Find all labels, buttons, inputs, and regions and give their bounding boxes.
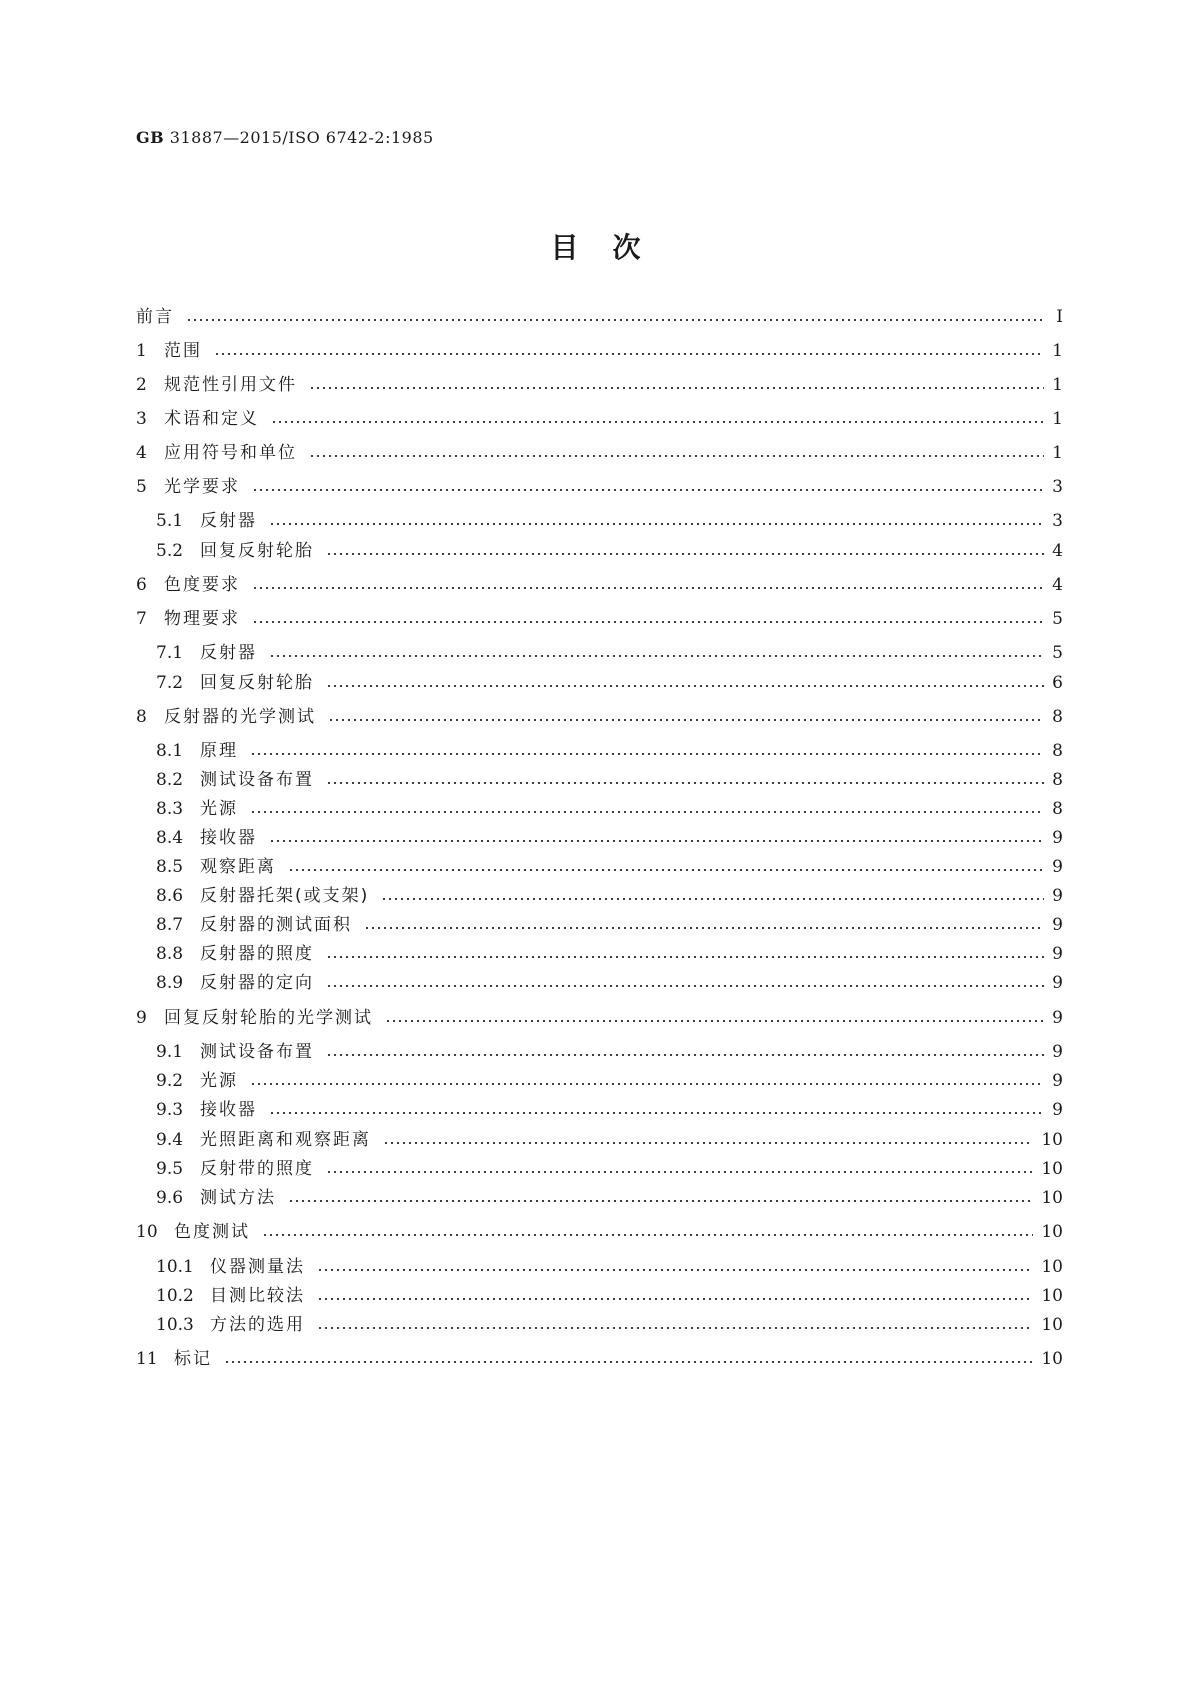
toc-entry-label: 反射器: [200, 511, 257, 531]
toc-entry-page: 9: [1052, 828, 1063, 848]
toc-entry-number: 10.1: [156, 1257, 194, 1277]
dot-leader: [269, 1112, 1044, 1114]
page-title: 目次: [550, 231, 675, 264]
dot-leader: [250, 753, 1044, 755]
dot-leader: [326, 1054, 1044, 1056]
toc-subentry[interactable]: [156, 854, 1063, 880]
toc-entry-number: 8.3: [156, 799, 184, 819]
toc-entry[interactable]: [136, 406, 1063, 432]
toc-subentry[interactable]: [156, 538, 1063, 564]
dot-leader: [328, 719, 1044, 721]
toc-entry-page: 9: [1052, 973, 1063, 993]
toc-entry-label: 反射器的测试面积: [200, 915, 352, 935]
dot-leader: [224, 1361, 1033, 1363]
toc-entry-page: 3: [1052, 477, 1063, 497]
toc-subentry[interactable]: [156, 941, 1063, 967]
toc-entry[interactable]: [136, 474, 1063, 500]
toc-subentry[interactable]: [156, 1097, 1063, 1123]
toc-entry-label: 测试设备布置: [200, 1042, 314, 1062]
toc-entry-page: 4: [1052, 575, 1063, 595]
toc-entry-number: 2: [136, 375, 147, 395]
toc-entry-label: 回复反射轮胎: [200, 541, 314, 561]
dot-leader: [214, 353, 1044, 355]
toc-subentry[interactable]: [156, 1068, 1063, 1094]
toc-entry-label: 回复反射轮胎: [200, 673, 314, 693]
toc-entry-number: 10.3: [156, 1315, 194, 1335]
toc-subentry[interactable]: [156, 883, 1063, 909]
dot-leader: [186, 319, 1045, 321]
dot-leader: [317, 1327, 1033, 1329]
toc-entry-number: 5.2: [156, 541, 184, 561]
toc-subentry[interactable]: [156, 1254, 1063, 1280]
dot-leader: [309, 455, 1044, 457]
toc-entry[interactable]: [136, 440, 1063, 466]
toc-entry-number: 3: [136, 409, 147, 429]
toc-entry-page: 9: [1052, 1042, 1063, 1062]
toc-subentry[interactable]: [156, 970, 1063, 996]
toc-entry-page: 6: [1052, 673, 1063, 693]
toc-entry[interactable]: [136, 372, 1063, 398]
toc-entry-number: 10: [136, 1222, 158, 1242]
toc-entry-page: 9: [1052, 886, 1063, 906]
dot-leader: [385, 1020, 1044, 1022]
toc-entry-number: 8: [136, 707, 147, 727]
dot-leader: [250, 811, 1044, 813]
toc-entry-number: 8.1: [156, 741, 184, 761]
toc-entry-page: 10: [1041, 1188, 1063, 1208]
toc-entry-page: 9: [1052, 857, 1063, 877]
toc-entry-label: 光源: [200, 1071, 238, 1091]
toc-subentry[interactable]: [156, 1283, 1063, 1309]
toc-entry-label: 色度测试: [174, 1222, 250, 1242]
toc-entry-number: 5.1: [156, 511, 184, 531]
dot-leader: [326, 553, 1044, 555]
toc-subentry[interactable]: [156, 1156, 1063, 1182]
toc-entry-page: 10: [1041, 1349, 1063, 1369]
toc-entry-page: 9: [1052, 1071, 1063, 1091]
toc-entry-label: 反射带的照度: [200, 1159, 314, 1179]
toc-entry[interactable]: [136, 1346, 1063, 1372]
toc-entry-number: 9.3: [156, 1100, 184, 1120]
toc-entry-label: 反射器的光学测试: [164, 707, 316, 727]
toc-entry-number: 8.2: [156, 770, 184, 790]
toc-entry-page: 10: [1041, 1130, 1063, 1150]
dot-leader: [252, 587, 1044, 589]
toc-entry-label: 标记: [174, 1349, 212, 1369]
toc-entry-page: 8: [1052, 770, 1063, 790]
toc-entry-number: 1: [136, 341, 147, 361]
toc-entry-label: 观察距离: [200, 857, 276, 877]
toc-entry-number: 6: [136, 575, 147, 595]
dot-leader: [252, 621, 1044, 623]
toc-entry-number: 9.6: [156, 1188, 184, 1208]
toc-entry-number: 9.4: [156, 1130, 184, 1150]
standard-prefix: GB: [136, 128, 165, 147]
toc-entry[interactable]: [136, 606, 1063, 632]
toc-subentry[interactable]: [156, 796, 1063, 822]
toc-subentry[interactable]: [156, 912, 1063, 938]
dot-leader: [326, 1171, 1033, 1173]
toc-entry-number: 4: [136, 443, 147, 463]
toc-entry-page: 8: [1052, 741, 1063, 761]
toc-entry[interactable]: [136, 1219, 1063, 1245]
toc-entry-number: 9.5: [156, 1159, 184, 1179]
toc-entry[interactable]: [136, 572, 1063, 598]
toc-entry-label: 范围: [164, 341, 202, 361]
toc-entry-label: 目测比较法: [210, 1286, 305, 1306]
toc-entry-page: 1: [1052, 341, 1063, 361]
dot-leader: [317, 1298, 1033, 1300]
toc-entry-number: 10.2: [156, 1286, 194, 1306]
dot-leader: [364, 927, 1044, 929]
toc-subentry[interactable]: [156, 508, 1063, 534]
toc-subentry[interactable]: [156, 640, 1063, 666]
toc-subentry[interactable]: [156, 1039, 1063, 1065]
dot-leader: [288, 869, 1044, 871]
toc-entry-label: 前言: [136, 307, 174, 327]
dot-leader: [252, 489, 1044, 491]
toc-entry-label: 光照距离和观察距离: [200, 1130, 371, 1150]
toc-entry-page: 10: [1041, 1159, 1063, 1179]
toc-entry-number: 9.2: [156, 1071, 184, 1091]
toc-entry-page: 9: [1052, 944, 1063, 964]
dot-leader: [326, 782, 1044, 784]
toc-subentry[interactable]: [156, 670, 1063, 696]
dot-leader: [262, 1234, 1033, 1236]
toc-entry-label: 色度要求: [164, 575, 240, 595]
dot-leader: [326, 685, 1044, 687]
toc-entry-page: 10: [1041, 1286, 1063, 1306]
toc-entry-page: 1: [1052, 375, 1063, 395]
toc-entry-page: 8: [1052, 799, 1063, 819]
toc-entry-label: 反射器托架(或支架): [200, 886, 370, 906]
toc-entry-label: 原理: [200, 741, 238, 761]
toc-entry-label: 回复反射轮胎的光学测试: [164, 1008, 373, 1028]
toc-entry-page: 1: [1052, 443, 1063, 463]
toc-entry-label: 应用符号和单位: [164, 443, 297, 463]
toc-subentry[interactable]: [156, 738, 1063, 764]
toc-entry-number: 8.4: [156, 828, 184, 848]
toc-subentry[interactable]: [156, 1185, 1063, 1211]
toc-entry-number: 7.1: [156, 643, 184, 663]
toc-entry-number: 8.8: [156, 944, 184, 964]
toc-entry-label: 仪器测量法: [210, 1257, 305, 1277]
toc-subentry[interactable]: [156, 1127, 1063, 1153]
toc-entry-number: 8.9: [156, 973, 184, 993]
toc-entry-page: 9: [1052, 1008, 1063, 1028]
toc-entry-number: 8.6: [156, 886, 184, 906]
toc-subentry[interactable]: [156, 767, 1063, 793]
toc-entry-number: 8.5: [156, 857, 184, 877]
toc-entry-page: 9: [1052, 915, 1063, 935]
toc-entry-label: 光学要求: [164, 477, 240, 497]
toc-entry-label: 反射器的定向: [200, 973, 314, 993]
dot-leader: [326, 956, 1044, 958]
dot-leader: [309, 387, 1044, 389]
dot-leader: [288, 1200, 1033, 1202]
toc-entry-page: 9: [1052, 1100, 1063, 1120]
toc-entry-label: 反射器: [200, 643, 257, 663]
toc-entry[interactable]: [136, 338, 1063, 364]
toc-entry-number: 11: [136, 1349, 158, 1369]
toc-entry-label: 接收器: [200, 1100, 257, 1120]
table-of-contents: [136, 0, 1063, 1684]
toc-entry-label: 术语和定义: [164, 409, 259, 429]
toc-entry-label: 测试设备布置: [200, 770, 314, 790]
toc-subentry[interactable]: [156, 1312, 1063, 1338]
toc-entry-label: 接收器: [200, 828, 257, 848]
toc-entry-page: 3: [1052, 511, 1063, 531]
toc-entry-number: 9: [136, 1008, 147, 1028]
toc-entry-page: 1: [1052, 409, 1063, 429]
toc-entry-label: 反射器的照度: [200, 944, 314, 964]
toc-entry-label: 规范性引用文件: [164, 375, 297, 395]
dot-leader: [269, 840, 1044, 842]
dot-leader: [383, 1142, 1033, 1144]
standard-code: 31887—2015/ISO 6742-2:1985: [169, 128, 434, 147]
toc-entry-page: 10: [1041, 1222, 1063, 1242]
dot-leader: [269, 523, 1044, 525]
toc-entry-page: 5: [1052, 643, 1063, 663]
toc-entry-number: 7: [136, 609, 147, 629]
toc-entry[interactable]: [136, 704, 1063, 730]
toc-entry-label: 物理要求: [164, 609, 240, 629]
toc-entry-number: 9.1: [156, 1042, 184, 1062]
toc-entry-label: 方法的选用: [210, 1315, 305, 1335]
toc-entry-page: Ⅰ: [1056, 307, 1063, 327]
toc-entry-label: 测试方法: [200, 1188, 276, 1208]
dot-leader: [271, 421, 1044, 423]
toc-entry-number: 5: [136, 477, 147, 497]
toc-entry[interactable]: [136, 304, 1063, 330]
dot-leader: [250, 1083, 1044, 1085]
toc-subentry[interactable]: [156, 825, 1063, 851]
toc-entry[interactable]: [136, 1005, 1063, 1031]
dot-leader: [269, 655, 1044, 657]
dot-leader: [326, 985, 1044, 987]
toc-entry-number: 7.2: [156, 673, 184, 693]
toc-entry-page: 10: [1041, 1257, 1063, 1277]
dot-leader: [381, 898, 1044, 900]
toc-entry-number: 8.7: [156, 915, 184, 935]
toc-entry-page: 5: [1052, 609, 1063, 629]
toc-entry-page: 8: [1052, 707, 1063, 727]
toc-entry-label: 光源: [200, 799, 238, 819]
toc-entry-page: 4: [1052, 541, 1063, 561]
toc-entry-page: 10: [1041, 1315, 1063, 1335]
dot-leader: [317, 1269, 1033, 1271]
